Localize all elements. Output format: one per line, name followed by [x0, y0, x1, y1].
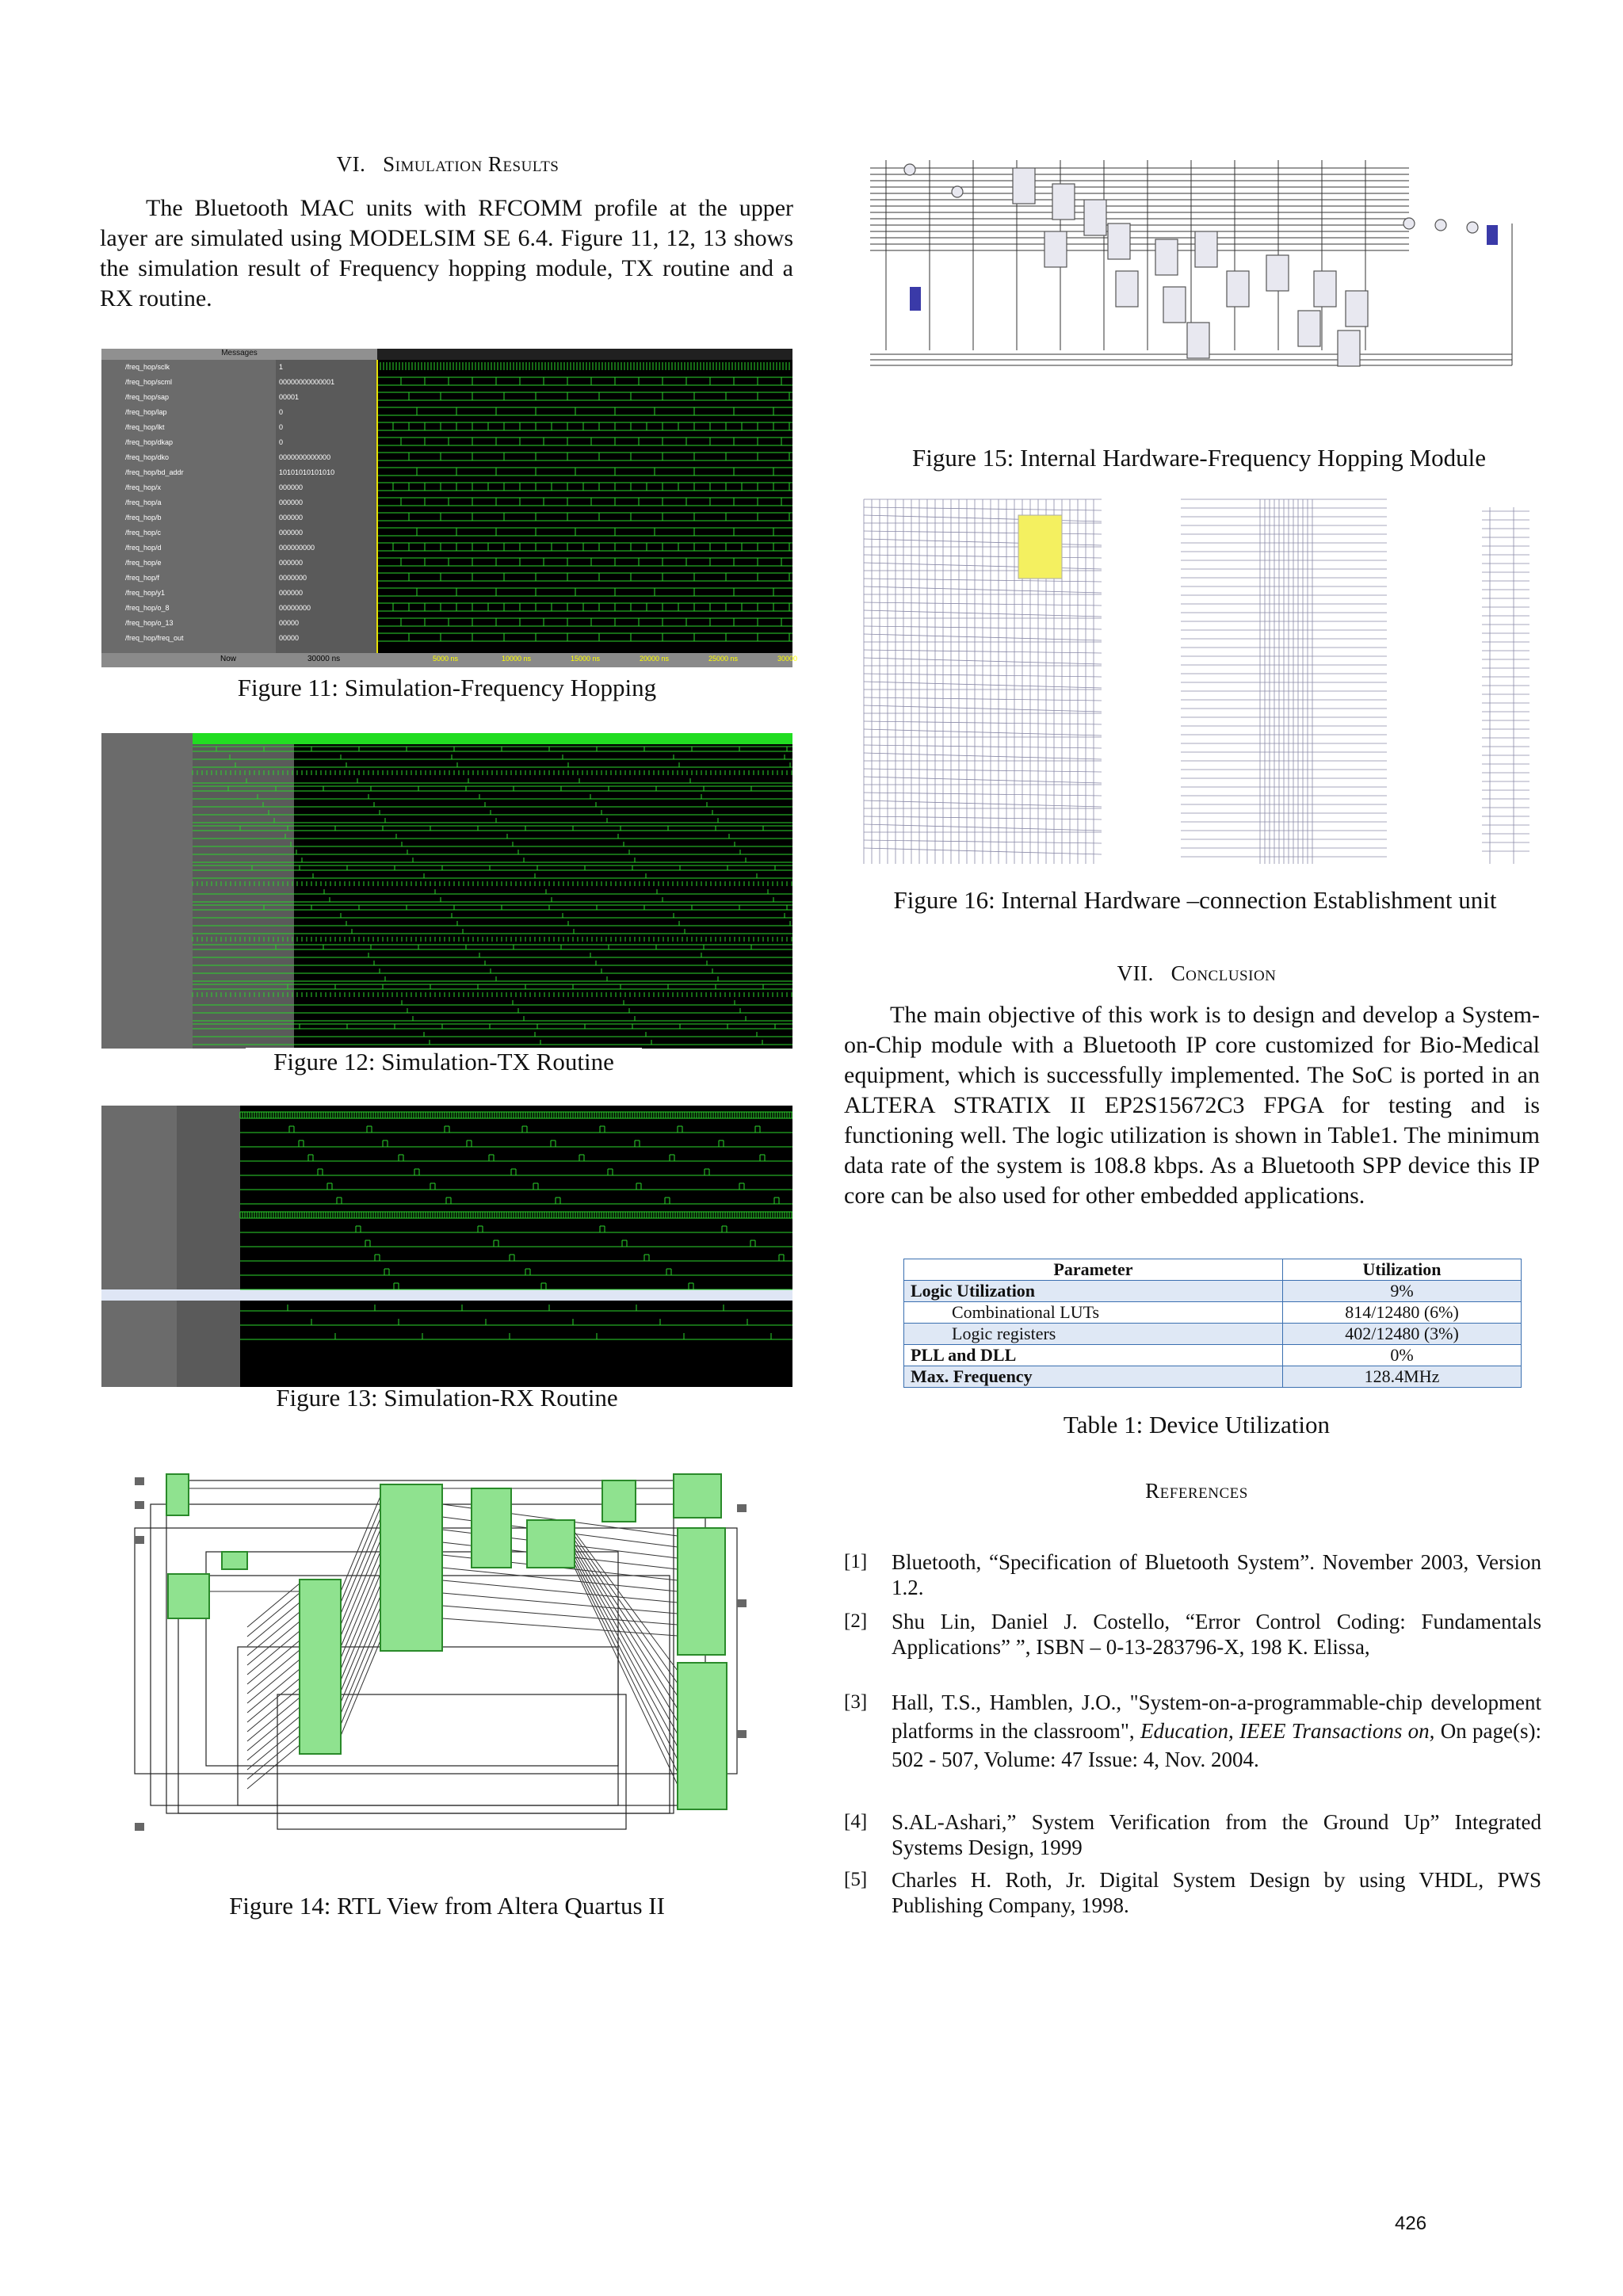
- figure-13-waveform: [101, 1106, 792, 1387]
- signal-value: 00000000000001: [279, 378, 335, 386]
- table-1: [903, 1259, 1522, 1388]
- section-number: VI.: [336, 152, 366, 176]
- signal-name: /freq_hop/dkap: [125, 438, 174, 446]
- timeline-ticks: [377, 655, 798, 666]
- signal-value: 0000000: [279, 574, 307, 582]
- signal-value: 00000: [279, 619, 300, 627]
- table-header-cell: Parameter: [904, 1259, 1283, 1281]
- table-cell: Logic Utilization: [904, 1281, 1283, 1302]
- reference-number: [1]: [844, 1551, 868, 1572]
- section-heading-conclusion: [848, 961, 1545, 986]
- signal-name: /freq_hop/d: [125, 544, 162, 552]
- table-cell: PLL and DLL: [904, 1345, 1283, 1366]
- figure-14-caption: Figure 14: RTL View from Altera Quartus II: [229, 1892, 665, 1920]
- reference-journal: Education, IEEE Transactions on,: [1140, 1719, 1435, 1743]
- figure-13-caption: Figure 13: Simulation-RX Routine: [276, 1384, 618, 1412]
- signal-value-pane: [177, 1106, 240, 1387]
- table-row: [904, 1366, 1522, 1388]
- signal-value: 000000: [279, 483, 304, 491]
- table-cell: Max. Frequency: [904, 1366, 1283, 1388]
- figure-14-rtl-view: [119, 1457, 777, 1845]
- reference-number: [2]: [844, 1610, 868, 1632]
- table-row: [904, 1281, 1522, 1302]
- reference-text: Bluetooth, “Specification of Bluetooth System”. November 2003, Version 1.2.: [892, 1550, 1541, 1599]
- table-header-cell: Utilization: [1283, 1259, 1522, 1281]
- signal-value: 000000: [279, 514, 304, 521]
- waveform-traces: [193, 744, 792, 1049]
- signal-name: /freq_hop/o_13: [125, 619, 174, 627]
- table-cell: 402/12480 (3%): [1283, 1324, 1522, 1345]
- signal-name: /freq_hop/sclk: [125, 363, 170, 371]
- signal-row[interactable]: [101, 587, 377, 602]
- signal-name: /freq_hop/lkt: [125, 423, 165, 431]
- rtl-schematic: [119, 1457, 777, 1845]
- signal-value: 000000: [279, 559, 304, 567]
- timeline-tick: 5000 ns: [433, 655, 459, 663]
- signal-name-pane: [101, 733, 193, 1049]
- signal-row[interactable]: [101, 602, 377, 617]
- reference-item: [844, 1867, 1541, 1918]
- timeline-tick: 10000 ns: [502, 655, 532, 663]
- simulation-paragraph: The Bluetooth MAC units with RFCOMM profile at the upper layer are simulated using MODELSIM SE 6.4. Figure 11, 12, 13 shows the simulation result of Frequency hopping module, TX routine and a RX routine.: [100, 195, 793, 311]
- signal-row[interactable]: [101, 512, 377, 526]
- section-number: VII.: [1117, 961, 1154, 985]
- conclusion-paragraph: The main objective of this work is to design and develop a System-on-Chip module with a Bluetooth IP core customized for Bio-Medical equipment, which is successfully implemented. The SoC is ported in an ALTERA STRATIX II EP2S15672C3 FPGA for testing and is functioning well. The logic utilization is shown in Table1. The minimum data rate of the system is 108.8 kbps. As a Bluetooth SPP device this IP core can be also used for other embedded applications.: [844, 1002, 1540, 1209]
- table-cell: 814/12480 (6%): [1283, 1302, 1522, 1324]
- signal-row[interactable]: [101, 361, 377, 376]
- reference-text: Shu Lin, Daniel J. Costello, “Error Control Coding: Fundamentals Applications” ”, ISBN – 0-13-283796-X, 198 K. Elissa,: [892, 1610, 1541, 1659]
- signal-row[interactable]: [101, 497, 377, 511]
- signal-name: /freq_hop/o_8: [125, 604, 170, 612]
- signal-row[interactable]: [101, 376, 377, 391]
- signal-name: /freq_hop/y1: [125, 589, 166, 597]
- figure-12-waveform: [101, 733, 792, 1049]
- signal-name: /freq_hop/bd_addr: [125, 468, 184, 476]
- reference-item: [844, 1549, 1541, 1600]
- figure-15-schematic: [854, 152, 1544, 396]
- reference-text-part: On page(s): 502 - 507, Volume: 47 Issue: 4, Nov. 2004.: [892, 1719, 1542, 1771]
- figure-11-waveform: [101, 349, 798, 667]
- timeline-tick: 20000 ns: [640, 655, 670, 663]
- reference-number: [5]: [844, 1869, 868, 1890]
- device-utilization-table: [903, 1259, 1522, 1388]
- signal-name: /freq_hop/scml: [125, 378, 173, 386]
- signal-row[interactable]: [101, 452, 377, 466]
- reference-item: [844, 1688, 1541, 1807]
- signal-value: 00000: [279, 634, 300, 642]
- section-heading-simulation-results: [99, 152, 796, 177]
- page-number: 426: [1395, 2213, 1427, 2234]
- signal-row[interactable]: [101, 557, 377, 571]
- signal-value: 000000: [279, 529, 304, 537]
- table-row: [904, 1324, 1522, 1345]
- signal-row[interactable]: [101, 482, 377, 496]
- signal-row[interactable]: [101, 572, 377, 586]
- signal-name: /freq_hop/b: [125, 514, 162, 521]
- table-1-caption: Table 1: Device Utilization: [1063, 1411, 1331, 1438]
- signal-name: /freq_hop/x: [125, 483, 162, 491]
- section-title: Conclusion: [1170, 961, 1277, 985]
- table-cell: Combinational LUTs: [904, 1302, 1283, 1324]
- signal-value: 00001: [279, 393, 300, 401]
- timeline-tick: 30000: [777, 655, 798, 663]
- signal-value: 10101010101010: [279, 468, 335, 476]
- signal-name: /freq_hop/f: [125, 574, 160, 582]
- table-row: [904, 1345, 1522, 1366]
- reference-number: [3]: [844, 1691, 868, 1713]
- signal-value: 000000: [279, 589, 304, 597]
- table-cell: 128.4MHz: [1283, 1366, 1522, 1388]
- wave-header: [377, 349, 792, 360]
- signal-name-pane: [101, 1106, 177, 1387]
- reference-text-part: Hall, T.S., Hamblen, J.O., "System-on-a-programmable-chip development platforms in the classroom",: [892, 1690, 1541, 1743]
- table-cell: 9%: [1283, 1281, 1522, 1302]
- figure-16-caption: Figure 16: Internal Hardware –connection Establishment unit: [893, 886, 1497, 914]
- reference-text: Charles H. Roth, Jr. Digital System Design by using VHDL, PWS Publishing Company, 1998.: [892, 1868, 1541, 1917]
- signal-value: 00000000: [279, 604, 311, 612]
- signal-value: 000000000: [279, 544, 315, 552]
- timeline-tick: 25000 ns: [708, 655, 739, 663]
- signal-row[interactable]: [101, 467, 377, 481]
- now-label: Now: [220, 655, 237, 663]
- signal-row[interactable]: [101, 617, 377, 632]
- clock-trace: [193, 733, 792, 744]
- signal-row[interactable]: [101, 422, 377, 436]
- now-value: 30000 ns: [307, 655, 341, 663]
- signal-name: /freq_hop/c: [125, 529, 162, 537]
- signal-value: 1: [279, 363, 284, 371]
- references-heading: References: [1145, 1479, 1248, 1503]
- table-cell: 0%: [1283, 1345, 1522, 1366]
- reference-number: [4]: [844, 1811, 868, 1832]
- figure-16-schematic: [848, 491, 1545, 878]
- signal-name: /freq_hop/lap: [125, 408, 167, 416]
- table-row: [904, 1302, 1522, 1324]
- signal-name: /freq_hop/freq_out: [125, 634, 184, 642]
- reference-text: S.AL-Ashari,” System Verification from the Ground Up” Integrated Systems Design, 1999: [892, 1810, 1541, 1859]
- signal-name: /freq_hop/e: [125, 559, 162, 567]
- figure-11-caption: Figure 11: Simulation-Frequency Hopping: [237, 674, 657, 701]
- reference-item: [844, 1809, 1541, 1860]
- signal-row[interactable]: [101, 392, 377, 406]
- timeline-tick: 15000 ns: [571, 655, 601, 663]
- figure-15-caption: Figure 15: Internal Hardware-Frequency Hopping Module: [912, 444, 1486, 472]
- signal-value: 0000000000000: [279, 453, 331, 461]
- signal-row[interactable]: [101, 437, 377, 451]
- messages-header: Messages: [101, 349, 377, 360]
- table-cell: Logic registers: [904, 1324, 1283, 1345]
- signal-row[interactable]: [101, 527, 377, 541]
- waveform-traces: [240, 1106, 792, 1387]
- signal-name: /freq_hop/sap: [125, 393, 170, 401]
- connection-establishment-schematic: [848, 491, 1545, 878]
- signal-row[interactable]: [101, 542, 377, 556]
- signal-name: /freq_hop/a: [125, 499, 162, 506]
- reference-text: [892, 1688, 1541, 1774]
- signal-value: 000000: [279, 499, 304, 506]
- signal-name: /freq_hop/dko: [125, 453, 170, 461]
- signal-value: 0: [279, 423, 284, 431]
- signal-row[interactable]: [101, 407, 377, 421]
- signal-value: 0: [279, 438, 284, 446]
- signal-row[interactable]: [101, 632, 377, 647]
- section-title: Simulation Results: [383, 152, 559, 176]
- figure-12-caption: Figure 12: Simulation-TX Routine: [246, 1048, 642, 1076]
- frequency-hopping-schematic: [854, 152, 1544, 396]
- reference-item: [844, 1609, 1541, 1685]
- table-header-row: [904, 1259, 1522, 1281]
- waveform-traces: [377, 360, 792, 653]
- signal-value: 0: [279, 408, 284, 416]
